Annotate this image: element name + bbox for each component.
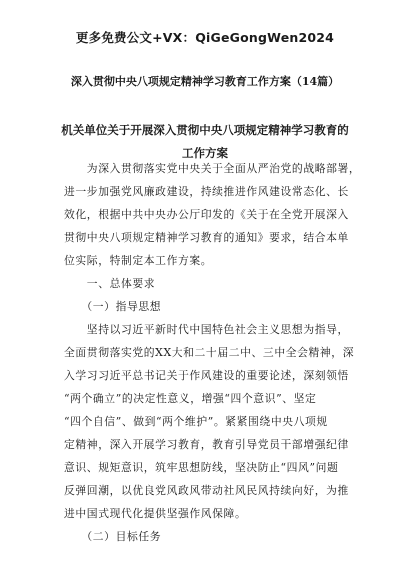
body-line-2: 进一步加强党风廉政建设，持续推进作风建设常态化、长 bbox=[64, 185, 349, 198]
heading-general-requirements: 一、总体要求 bbox=[64, 277, 156, 290]
body-line-12: “四个自信”、做到“两个维护”。紧紧围绕中央八项规 bbox=[64, 415, 328, 428]
body-line-13: 定精神，深入开展学习教育，教育引导党员干部增强纪律 bbox=[64, 438, 349, 451]
heading-guiding-ideology: （一）指导思想 bbox=[64, 300, 162, 313]
body-line-1: 为深入贯彻落实党中央关于全面从严治党的战略部署， bbox=[64, 162, 361, 175]
body-line-15: 反弹回潮，以优良党风政风带动社风民风持续向好，为推 bbox=[64, 484, 349, 497]
body-line-10: 入学习习近平总书记关于作风建设的重要论述，深刻领悟 bbox=[64, 369, 349, 382]
body-line-9: 全面贯彻落实党的XX大和二十届二中、三中全会精神，深 bbox=[64, 346, 355, 359]
body-line-5: 位实际，特制定本工作方案。 bbox=[64, 254, 213, 267]
body-line-14: 意识、规矩意识，筑牢思想防线，坚决防止“四风”问题 bbox=[64, 461, 339, 474]
body-line-3: 效化，根据中共中央办公厅印发的《关于在全党开展深入 bbox=[64, 208, 349, 221]
body-line-4: 贯彻中央八项规定精神学习教育的通知》要求，结合本单 bbox=[64, 231, 349, 244]
body-line-11: “两个确立”的决定性意义，增强“四个意识”、坚定 bbox=[64, 392, 317, 405]
heading-goals-tasks: （二）目标任务 bbox=[64, 530, 162, 543]
section-title-line-2: 工作方案 bbox=[182, 146, 228, 160]
body-line-16: 进中国式现代化提供坚强作风保障。 bbox=[64, 507, 247, 520]
body-line-8: 坚持以习近平新时代中国特色社会主义思想为指导， bbox=[64, 323, 349, 336]
document-title: 深入贯彻中央八项规定精神学习教育工作方案（14篇） bbox=[70, 75, 340, 88]
section-title-line-1: 机关单位关于开展深入贯彻中央八项规定精神学习教育的 bbox=[61, 123, 349, 137]
header-note: 更多免费公文+VX：QiGeGongWen2024 bbox=[75, 30, 335, 45]
